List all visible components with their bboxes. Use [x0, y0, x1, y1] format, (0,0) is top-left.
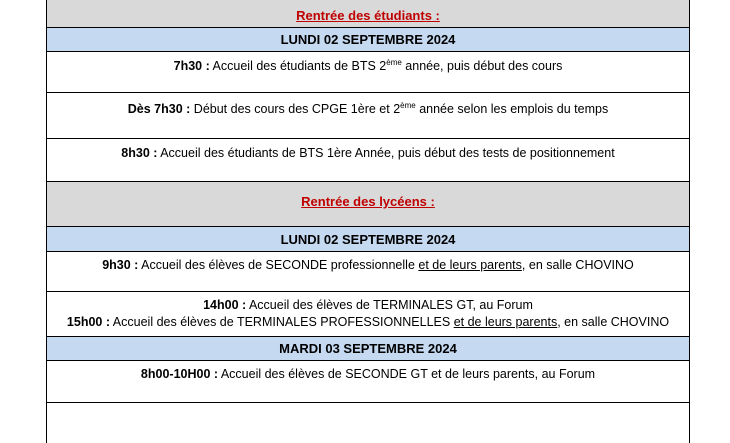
day-header [47, 227, 689, 252]
schedule-entry [47, 139, 689, 182]
entry-line [121, 145, 614, 162]
entry-line [203, 297, 533, 314]
entry-time: 7h30 : [173, 59, 210, 73]
entry-underlined-text: et de leurs parents [418, 258, 522, 272]
entry-text: Accueil des élèves de SECONDE professionnelle [138, 258, 419, 272]
entry-text: année selon les emplois du temps [415, 102, 609, 116]
entry-text: Accueil des élèves de TERMINALES PROFESSIONNELLES [110, 315, 454, 329]
section-header-students [47, 0, 689, 28]
day-label: LUNDI 02 SEPTEMBRE 2024 [280, 32, 456, 47]
entry-line [141, 366, 595, 383]
entry-time: Dès 7h30 : [127, 102, 191, 116]
day-label: MARDI 03 SEPTEMBRE 2024 [279, 341, 457, 356]
entry-text: Accueil des élèves de SECONDE GT et de leurs parents, au Forum [218, 367, 596, 381]
entry-line [174, 58, 563, 75]
entry-superscript: ème [386, 57, 402, 67]
entry-text: , en salle CHOVINO [557, 315, 670, 329]
schedule-entry [47, 292, 689, 337]
section-header-lycee [47, 182, 689, 227]
entry-time: 15h00 : [66, 315, 111, 329]
entry-line [102, 257, 634, 274]
entry-text: Accueil des étudiants de BTS 1ère Année, puis début des tests de positionnement [157, 146, 615, 160]
schedule-entry-empty [47, 403, 689, 443]
entry-line [128, 101, 608, 118]
entry-text: Accueil des étudiants de BTS 2 [209, 59, 387, 73]
entry-time: 8h30 : [121, 146, 158, 160]
entry-text: Accueil des élèves de TERMINALES GT, au Forum [246, 298, 533, 312]
schedule-entry [47, 52, 689, 93]
entry-time: 9h30 : [102, 258, 139, 272]
entry-text: année, puis début des cours [401, 59, 563, 73]
section-title-students: Rentrée des étudiants : [296, 8, 440, 23]
schedule-entry [47, 252, 689, 292]
section-title-lycee: Rentrée des lycéens : [301, 194, 435, 209]
day-label: LUNDI 02 SEPTEMBRE 2024 [280, 231, 456, 247]
schedule-entry [47, 361, 689, 403]
schedule-entry [47, 93, 689, 139]
entry-line [67, 314, 669, 331]
entry-text: Début des cours des CPGE 1ère et 2 [190, 102, 401, 116]
schedule-table [46, 0, 690, 443]
entry-text: , en salle CHOVINO [521, 258, 634, 272]
day-header [47, 337, 689, 361]
day-header [47, 28, 689, 52]
entry-superscript: ème [400, 100, 416, 110]
entry-underlined-text: et de leurs parents [453, 315, 558, 329]
entry-time: 14h00 : [203, 298, 247, 312]
entry-time: 8h00-10H00 : [140, 367, 219, 381]
